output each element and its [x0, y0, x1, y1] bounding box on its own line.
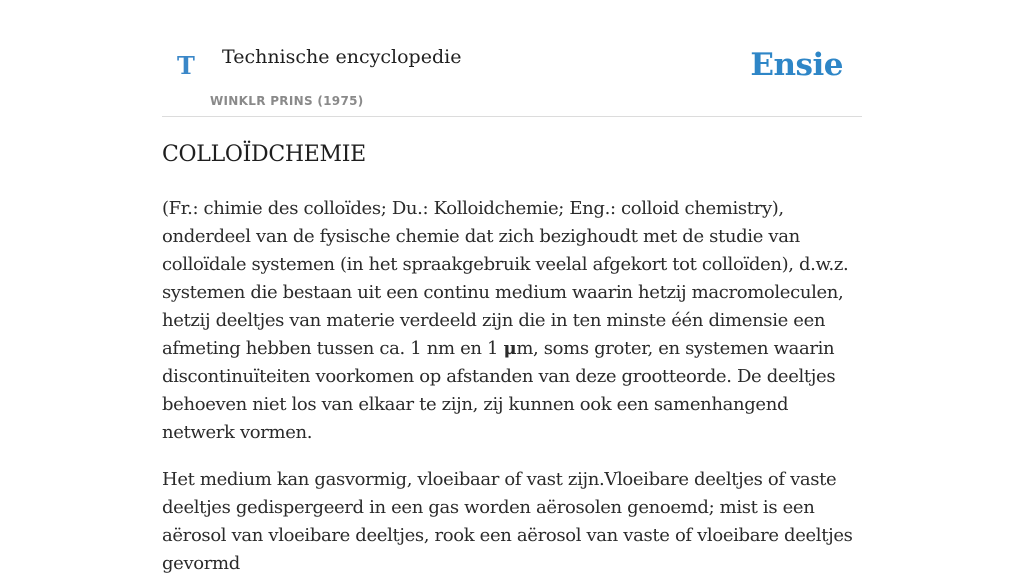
article-paragraph: Het medium kan gasvormig, vloeibaar of vast zijn.Vloeibare deeltjes of vaste deeltjes gedispergeerd in een gas worden aërosolen genoemd; mist is een aërosol van vloeibare deeltjes, rook een aërosol van vaste of vloeibare deeltjes gevormd: [162, 469, 853, 574]
page-header: [162, 0, 862, 117]
micro-symbol: μ: [503, 338, 517, 359]
paragraph-text: (Fr.: chimie des colloïdes; Du.: Kolloidchemie; Eng.: colloid chemistry), onderdeel van de fysische chemie dat zich bezighoudt met de studie van colloïdale systemen (in het spraakgebruik veelal afgekort tot colloïden), d.w.z. systemen die bestaan uit een continu medium waarin hetzij macromoleculen, hetzij deeltjes van materie verdeeld zijn die in ten minste één dimensie een afmeting hebben tussen ca. 1 nm en 1: [162, 198, 849, 359]
article-paragraph: [162, 195, 862, 447]
book-source-label: WINKLR PRINS (1975): [210, 94, 364, 108]
ensie-logo[interactable]: Ensie: [750, 47, 843, 83]
article-body: [162, 140, 862, 578]
article-headword: COLLOÏDCHEMIE: [162, 142, 366, 167]
book-logo-icon[interactable]: T: [177, 51, 195, 80]
book-title-link[interactable]: Technische encyclopedie: [222, 46, 462, 68]
paragraph-text: m, soms groter, en systemen waarin discontinuïteiten voorkomen op afstanden van deze grootteorde. De deeltjes behoeven niet los van elkaar te zijn, zij kunnen ook een samenhangend netwerk vormen.: [162, 338, 836, 443]
